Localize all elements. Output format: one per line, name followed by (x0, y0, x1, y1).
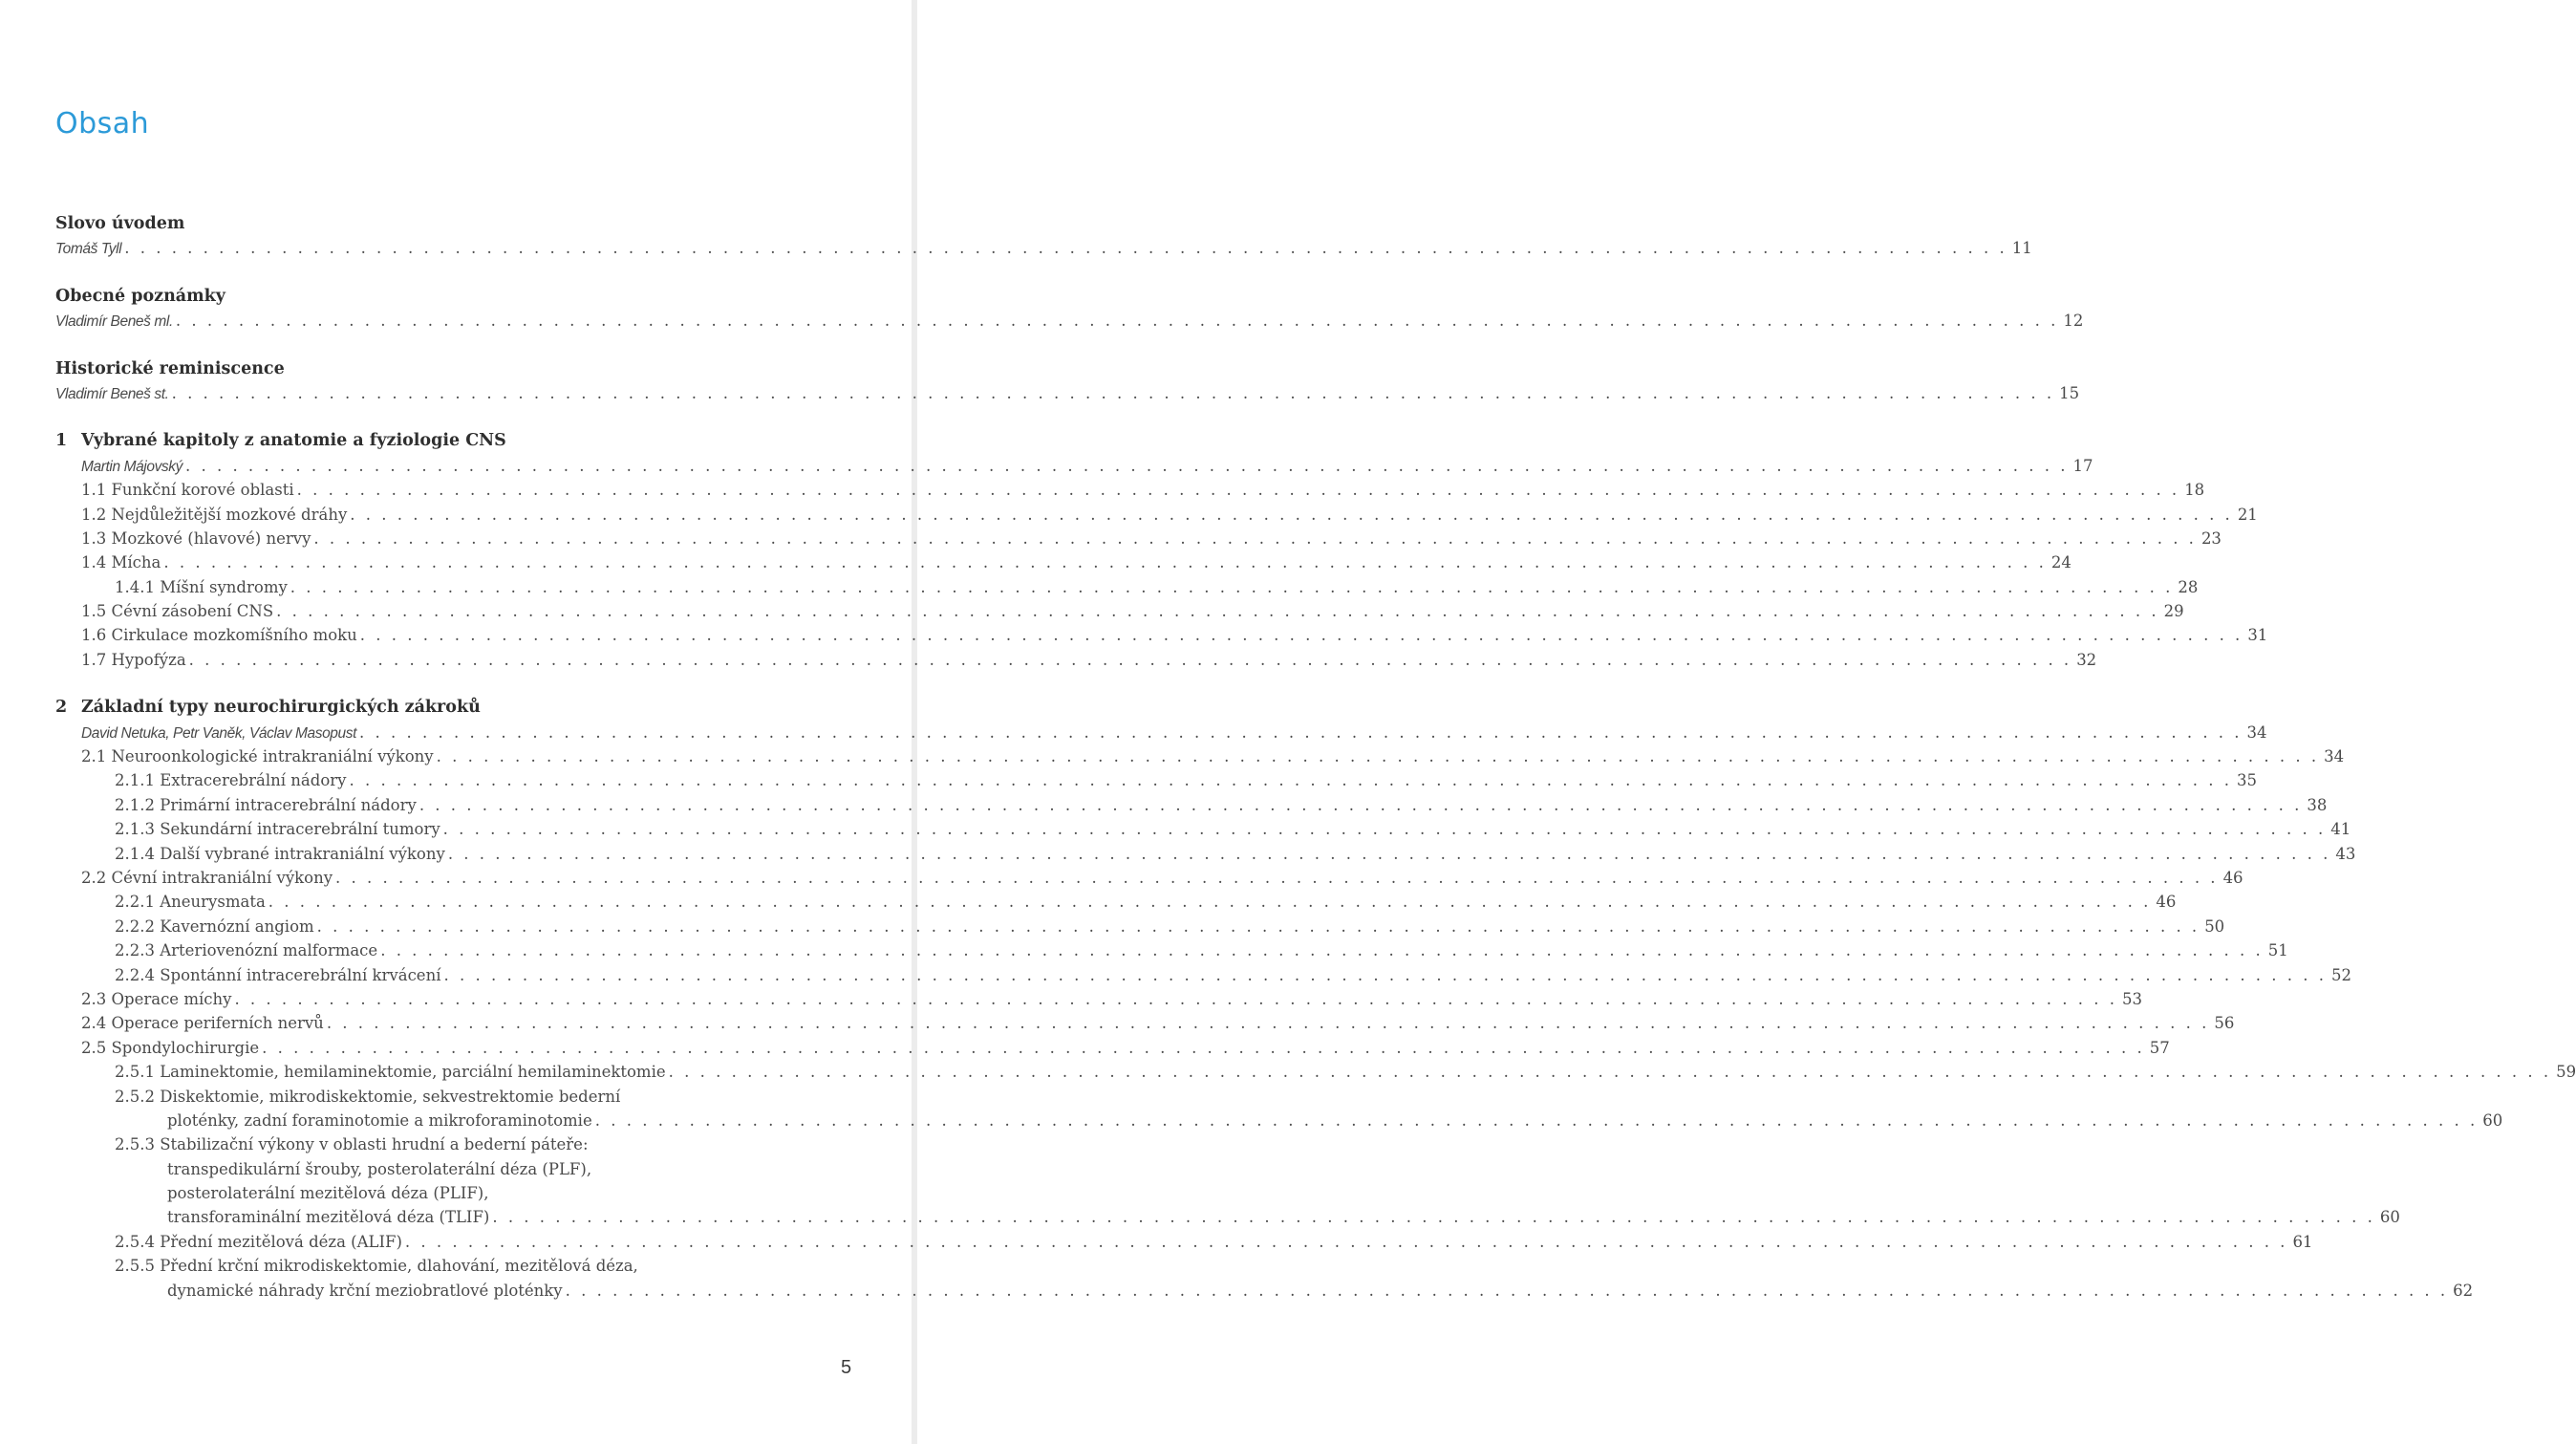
page-ref: 46 (2222, 868, 2243, 887)
entry-text: 1.5 Cévní zásobení CNS (81, 602, 274, 621)
page-ref: 56 (2214, 1014, 2235, 1033)
page-ref: 50 (2204, 916, 2225, 936)
chapter-title: Vybrané kapitoly z anatomie a fyziologie CNS (81, 431, 506, 451)
entry-text: 2.1.1 Extracerebrální nádory (115, 771, 347, 790)
dot-leader: . . . . . . . . . . . . . . . . . . . . . . . . . . . . . . . . . . . . . . . . . . . . . . . . . . . . . . . . . . . . . . . . . . . . . . . . . . . . . . . . . . . . . . . . . . . . . . . . . . . . . . . . . . . . . . . . . . . . . . . . (184, 456, 2069, 475)
page-ref: 31 (2247, 626, 2268, 645)
section-heading (55, 357, 803, 381)
dot-leader: . . . . . . . . . . . . . . . . . . . . . . . . . . . . . . . . . . . . . . . . . . . . . . . . . . . . . . . . . . . . . . . . . . . . . . . . . . . . . . . . . . . . . . . . . . . . . . . . . . . . . . . . . . . . . . . . . . . . . . . . (419, 795, 2303, 814)
toc-entry[interactable] (55, 478, 2205, 502)
dot-leader: . . . . . . . . . . . . . . . . . . . . . . . . . . . . . . . . . . . . . . . . . . . . . . . . . . . . . . . . . . . . . . . . . . . . . . . . . . . . . . . . . . . . . . . . . . . . . . . . . . . . . . . . . . . . . . . . . . . . . . . . (163, 553, 2047, 572)
page-ref: 29 (2163, 602, 2184, 621)
author-name: David Netuka, Petr Vaněk, Václav Masopust (81, 724, 357, 742)
toc-entry[interactable] (55, 503, 2258, 527)
author-name: Vladimír Beneš st. (55, 385, 169, 402)
dot-leader: . . . . . . . . . . . . . . . . . . . . . . . . . . . . . . . . . . . . . . . . . . . . . . . . . . . . . . . . . . . . . . . . . . . . . . . . . . . . . . . . . . . . . . . . . . . . . . . . . . . . . . . . . . . . . . . . . . . . . . . . (234, 989, 2117, 1008)
dot-leader: . . . . . . . . . . . . . . . . . . . . . . . . . . . . . . . . . . . . . . . . . . . . . . . . . . . . . . . . . . . . . . . . . . . . . . . . . . . . . . . . . . . . . . . . . . . . . . . . . . . . . . . . . . . . . . . . . . . . . . . . (316, 916, 2200, 936)
toc-entry[interactable] (55, 842, 2356, 866)
entry-text: 2.5.2 Diskektomie, mikrodiskektomie, sekvestrektomie bederní (115, 1087, 621, 1106)
page-ref: 34 (2324, 747, 2345, 766)
toc-entry[interactable] (55, 793, 2328, 817)
entry-text: 1.4.1 Míšní syndromy (115, 577, 288, 596)
author-name: Tomáš Tyll (55, 241, 122, 258)
section-heading-text: Slovo úvodem (55, 214, 185, 233)
page-ref: 51 (2267, 941, 2288, 960)
page-ref: 57 (2149, 1038, 2170, 1057)
page-ref: 53 (2121, 989, 2142, 1008)
section-heading-text: Obecné poznámky (55, 286, 225, 306)
page-ref: 15 (2059, 383, 2080, 402)
entry-text: 2.1.2 Primární intracerebrální nádory (115, 795, 417, 814)
entry-text: 1.3 Mozkové (hlavové) nervy (81, 528, 311, 548)
section-author-line[interactable] (55, 236, 2032, 260)
section-author-line[interactable] (55, 381, 2080, 405)
toc-entry[interactable] (55, 744, 2345, 768)
section-heading-text: Historické reminiscence (55, 358, 285, 378)
page-number: 5 (841, 1357, 852, 1378)
page-ref: 60 (2482, 1110, 2503, 1130)
dot-leader: . . . . . . . . . . . . . . . . . . . . . . . . . . . . . . . . . . . . . . . . . . . . . . . . . . . . . . . . . . . . . . . . . . . . . . . . . . . . . . . . . . . . . . . . . . . . . . . . . . . . . . . . . . . . . . . . . . . . . . . . (447, 844, 2331, 863)
toc-entry-continuation (55, 1157, 803, 1181)
dot-leader: . . . . . . . . . . . . . . . . . . . . . . . . . . . . . . . . . . . . . . . . . . . . . . . . . . . . . . . . . . . . . . . . . . . . . . . . . . . . . . . . . . . . . . . . . . . . . . . . . . . . . . . . . . . . . . . . . . . . . . . . (668, 1063, 2552, 1082)
dot-leader: . . . . . . . . . . . . . . . . . . . . . . . . . . . . . . . . . . . . . . . . . . . . . . . . . . . . . . . . . . . . . . . . . . . . . . . . . . . . . . . . . . . . . . . . . . . . . . . . . . . . . . . . . . . . . . . . . . . . . . . . (442, 820, 2327, 839)
toc-entry[interactable] (55, 575, 2199, 599)
toc-entry[interactable] (55, 987, 2142, 1011)
entry-text: 1.1 Funkční korové oblasti (81, 481, 294, 500)
toc-entry[interactable] (55, 599, 2184, 623)
entry-text: 1.4 Mícha (81, 553, 161, 572)
author-name: Martin Májovský (81, 458, 182, 475)
dot-leader: . . . . . . . . . . . . . . . . . . . . . . . . . . . . . . . . . . . . . . . . . . . . . . . . . . . . . . . . . . . . . . . . . . . . . . . . . . . . . . . . . . . . . . . . . . . . . . . . . . . . . . . . . . . . . . . . . . . . . . . . (436, 747, 2320, 766)
table-of-contents (55, 212, 2576, 1303)
page-ref: 61 (2292, 1232, 2313, 1251)
page-ref: 59 (2556, 1063, 2576, 1082)
dot-leader: . . . . . . . . . . . . . . . . . . . . . . . . . . . . . . . . . . . . . . . . . . . . . . . . . . . . . . . . . . . . . . . . . . . . . . . . . . . . . . . . . . . . . . . . . . . . . . . . . . . . . . . . . . . . . . . . . . . . . . . . (326, 1014, 2210, 1033)
author-name: Vladimír Beneš ml. (55, 313, 173, 331)
entry-text: 2.1 Neuroonkologické intrakraniální výkony (81, 747, 434, 766)
toc-entry[interactable] (55, 550, 2072, 574)
dot-leader: . . . . . . . . . . . . . . . . . . . . . . . . . . . . . . . . . . . . . . . . . . . . . . . . . . . . . . . . . . . . . . . . . . . . . . . . . . . . . . . . . . . . . . . . . . . . . . . . . . . . . . . . . . . . . . . . . . . . . . . . (359, 626, 2243, 645)
dot-leader: . . . . . . . . . . . . . . . . . . . . . . . . . . . . . . . . . . . . . . . . . . . . . . . . . . . . . . . . . . . . . . . . . . . . . . . . . . . . . . . . . . . . . . . . . . . . . . . . . . . . . . . . . . . . . . . . . . . . . . . . (349, 771, 2233, 790)
page-ref: 21 (2237, 505, 2258, 524)
toc-entry-first-line[interactable] (55, 1132, 803, 1156)
page-ref: 34 (2246, 722, 2267, 742)
toc-entry[interactable] (55, 963, 2352, 987)
page-ref: 41 (2330, 820, 2351, 839)
dot-leader: . . . . . . . . . . . . . . . . . . . . . . . . . . . . . . . . . . . . . . . . . . . . . . . . . . . . . . . . . . . . . . . . . . . . . . . . . . . . . . . . . . . . . . . . . . . . . . . . . . . . . . . . . . . . . . . . . . . . . . . . (296, 481, 2180, 500)
chapter-number: 2 (55, 698, 68, 718)
page-ref: 23 (2200, 528, 2222, 548)
toc-entry[interactable] (55, 866, 2243, 890)
entry-text: posterolaterální mezitělová déza (PLIF), (167, 1184, 489, 1203)
page-ref: 62 (2453, 1281, 2474, 1300)
dot-leader: . . . . . . . . . . . . . . . . . . . . . . . . . . . . . . . . . . . . . . . . . . . . . . . . . . . . . . . . . . . . . . . . . . . . . . . . . . . . . . . . . . . . . . . . . . . . . . . . . . . . . . . . . . . . . . . . . . . . . . . . (350, 505, 2233, 524)
page-ref: 24 (2050, 553, 2072, 572)
section-author-line[interactable] (55, 309, 2084, 333)
toc-entry[interactable] (55, 1036, 2170, 1060)
page-ref: 38 (2307, 795, 2328, 814)
dot-leader: . . . . . . . . . . . . . . . . . . . . . . . . . . . . . . . . . . . . . . . . . . . . . . . . . . . . . . . . . . . . . . . . . . . . . . . . . . . . . . . . . . . . . . . . . . . . . . . . . . . . . . . . . . . . . . . . . . . . . . . . (443, 965, 2328, 984)
page-ref: 12 (2063, 312, 2084, 331)
entry-text: 2.2.3 Arteriovenózní malformace (115, 941, 378, 960)
toc-entry[interactable] (55, 1230, 2313, 1254)
page-title: Obsah (55, 107, 150, 140)
page-ref: 28 (2178, 577, 2199, 596)
chapter-number: 1 (55, 431, 68, 451)
entry-text: 2.5.5 Přední krční mikrodiskektomie, dlahování, mezitělová déza, (115, 1257, 638, 1276)
dot-leader: . . . . . . . . . . . . . . . . . . . . . . . . . . . . . . . . . . . . . . . . . . . . . . . . . . . . . . . . . . . . . . . . . . . . . . . . . . . . . . . . . . . . . . . . . . . . . . . . . . . . . . . . . . . . . . . . . . . . . . . . (268, 893, 2152, 912)
page-ref: 11 (2011, 239, 2032, 258)
chapter-heading (55, 696, 803, 720)
entry-text: 2.5.3 Stabilizační výkony v oblasti hrudní a bederní páteře: (115, 1135, 589, 1154)
page-ref: 52 (2331, 965, 2352, 984)
chapter-title: Základní typy neurochirurgických zákroků (81, 698, 481, 718)
dot-leader: . . . . . . . . . . . . . . . . . . . . . . . . . . . . . . . . . . . . . . . . . . . . . . . . . . . . . . . . . . . . . . . . . . . . . . . . . . . . . . . . . . . . . . . . . . . . . . . . . . . . . . . . . . . . . . . . . . . . . . . . (124, 239, 2007, 258)
page-ref: 17 (2072, 456, 2093, 475)
toc-entry[interactable] (55, 527, 2222, 550)
chapter-author-line[interactable] (55, 454, 2093, 478)
page-ref: 46 (2156, 893, 2177, 912)
dot-leader: . . . . . . . . . . . . . . . . . . . . . . . . . . . . . . . . . . . . . . . . . . . . . . . . . . . . . . . . . . . . . . . . . . . . . . . . . . . . . . . . . . . . . . . . . . . . . . . . . . . . . . . . . . . . . . . . . . . . . . . . (565, 1281, 2449, 1300)
entry-text: 2.5.1 Laminektomie, hemilaminektomie, parciální hemilaminektomie (115, 1063, 666, 1082)
entry-text: 2.2.4 Spontánní intracerebrální krvácení (115, 965, 441, 984)
dot-leader: . . . . . . . . . . . . . . . . . . . . . . . . . . . . . . . . . . . . . . . . . . . . . . . . . . . . . . . . . . . . . . . . . . . . . . . . . . . . . . . . . . . . . . . . . . . . . . . . . . . . . . . . . . . . . . . . . . . . . . . . (313, 528, 2197, 548)
dot-leader: . . . . . . . . . . . . . . . . . . . . . . . . . . . . . . . . . . . . . . . . . . . . . . . . . . . . . . . . . . . . . . . . . . . . . . . . . . . . . . . . . . . . . . . . . . . . . . . . . . . . . . . . . . . . . . . . . . . . . . . . (492, 1208, 2375, 1227)
entry-text: 1.2 Nejdůležitější mozkové dráhy (81, 505, 348, 524)
section-heading (55, 285, 803, 309)
toc-entry[interactable] (55, 1011, 2235, 1035)
chapter-author-line[interactable] (55, 721, 2267, 744)
toc-entry-first-line[interactable] (55, 1254, 803, 1278)
page-ref: 18 (2184, 481, 2205, 500)
entry-text: 2.1.3 Sekundární intracerebrální tumory (115, 820, 440, 839)
toc-entry[interactable] (55, 890, 2177, 914)
entry-text: 2.4 Operace periferních nervů (81, 1014, 324, 1033)
toc-entry[interactable] (55, 915, 2225, 938)
chapter-heading (55, 429, 803, 453)
page-ref: 35 (2237, 771, 2258, 790)
entry-text: ploténky, zadní foraminotomie a mikroforaminotomie (167, 1110, 592, 1130)
entry-text: dynamické náhrady krční meziobratlové ploténky (167, 1281, 563, 1300)
dot-leader: . . . . . . . . . . . . . . . . . . . . . . . . . . . . . . . . . . . . . . . . . . . . . . . . . . . . . . . . . . . . . . . . . . . . . . . . . . . . . . . . . . . . . . . . . . . . . . . . . . . . . . . . . . . . . . . . . . . . . . . . (404, 1232, 2288, 1251)
dot-leader: . . . . . . . . . . . . . . . . . . . . . . . . . . . . . . . . . . . . . . . . . . . . . . . . . . . . . . . . . . . . . . . . . . . . . . . . . . . . . . . . . . . . . . . . . . . . . . . . . . . . . . . . . . . . . . . . . . . . . . . . (262, 1038, 2145, 1057)
dot-leader: . . . . . . . . . . . . . . . . . . . . . . . . . . . . . . . . . . . . . . . . . . . . . . . . . . . . . . . . . . . . . . . . . . . . . . . . . . . . . . . . . . . . . . . . . . . . . . . . . . . . . . . . . . . . . . . . . . . . . . . . (188, 650, 2072, 669)
dot-leader: . . . . . . . . . . . . . . . . . . . . . . . . . . . . . . . . . . . . . . . . . . . . . . . . . . . . . . . . . . . . . . . . . . . . . . . . . . . . . . . . . . . . . . . . . . . . . . . . . . . . . . . . . . . . . . . . . . . . . . . . (276, 602, 2159, 621)
entry-text: 1.6 Cirkulace mozkomíšního moku (81, 626, 357, 645)
entry-text: 2.5 Spondylochirurgie (81, 1038, 260, 1057)
dot-leader: . . . . . . . . . . . . . . . . . . . . . . . . . . . . . . . . . . . . . . . . . . . . . . . . . . . . . . . . . . . . . . . . . . . . . . . . . . . . . . . . . . . . . . . . . . . . . . . . . . . . . . . . . . . . . . . . . . . . . . . . (594, 1110, 2479, 1130)
page-ref: 60 (2379, 1208, 2400, 1227)
toc-entry-continuation (55, 1181, 803, 1205)
page-ref: 43 (2335, 844, 2356, 863)
entry-text: 1.7 Hypofýza (81, 650, 186, 669)
entry-text: 2.2.1 Aneurysmata (115, 893, 266, 912)
toc-entry-continuation[interactable] (55, 1109, 2503, 1132)
toc-entry[interactable] (55, 1060, 2576, 1084)
dot-leader: . . . . . . . . . . . . . . . . . . . . . . . . . . . . . . . . . . . . . . . . . . . . . . . . . . . . . . . . . . . . . . . . . . . . . . . . . . . . . . . . . . . . . . . . . . . . . . . . . . . . . . . . . . . . . . . . . . . . . . . . (380, 941, 2264, 960)
toc-entry[interactable] (55, 938, 2288, 962)
toc-entry-continuation[interactable] (55, 1205, 2400, 1229)
toc-entry[interactable] (55, 623, 2268, 647)
entry-text: 2.2.2 Kavernózní angiom (115, 916, 314, 936)
toc-entry[interactable] (55, 648, 2097, 672)
entry-text: 2.5.4 Přední mezitělová déza (ALIF) (115, 1232, 402, 1251)
toc-entry-first-line[interactable] (55, 1085, 803, 1109)
entry-text: 2.1.4 Další vybrané intrakraniální výkony (115, 844, 445, 863)
entry-text: transforaminální mezitělová déza (TLIF) (167, 1208, 490, 1227)
dot-leader: . . . . . . . . . . . . . . . . . . . . . . . . . . . . . . . . . . . . . . . . . . . . . . . . . . . . . . . . . . . . . . . . . . . . . . . . . . . . . . . . . . . . . . . . . . . . . . . . . . . . . . . . . . . . . . . . . . . . . . . . (290, 577, 2174, 596)
page-ref: 32 (2076, 650, 2097, 669)
entry-text: 2.2 Cévní intrakraniální výkony (81, 868, 333, 887)
dot-leader: . . . . . . . . . . . . . . . . . . . . . . . . . . . . . . . . . . . . . . . . . . . . . . . . . . . . . . . . . . . . . . . . . . . . . . . . . . . . . . . . . . . . . . . . . . . . . . . . . . . . . . . . . . . . . . . . . . . . . . . . (175, 312, 2059, 331)
entry-text: transpedikulární šrouby, posterolaterální déza (PLF), (167, 1159, 592, 1178)
toc-entry-continuation[interactable] (55, 1279, 2474, 1303)
section-heading (55, 212, 803, 236)
dot-leader: . . . . . . . . . . . . . . . . . . . . . . . . . . . . . . . . . . . . . . . . . . . . . . . . . . . . . . . . . . . . . . . . . . . . . . . . . . . . . . . . . . . . . . . . . . . . . . . . . . . . . . . . . . . . . . . . . . . . . . . . (335, 868, 2219, 887)
entry-text: 2.3 Operace míchy (81, 989, 232, 1008)
dot-leader: . . . . . . . . . . . . . . . . . . . . . . . . . . . . . . . . . . . . . . . . . . . . . . . . . . . . . . . . . . . . . . . . . . . . . . . . . . . . . . . . . . . . . . . . . . . . . . . . . . . . . . . . . . . . . . . . . . . . . . . . (171, 383, 2055, 402)
dot-leader: . . . . . . . . . . . . . . . . . . . . . . . . . . . . . . . . . . . . . . . . . . . . . . . . . . . . . . . . . . . . . . . . . . . . . . . . . . . . . . . . . . . . . . . . . . . . . . . . . . . . . . . . . . . . . . . . . . . . . . . . (359, 722, 2243, 742)
toc-entry[interactable] (55, 817, 2351, 841)
toc-entry[interactable] (55, 768, 2258, 792)
